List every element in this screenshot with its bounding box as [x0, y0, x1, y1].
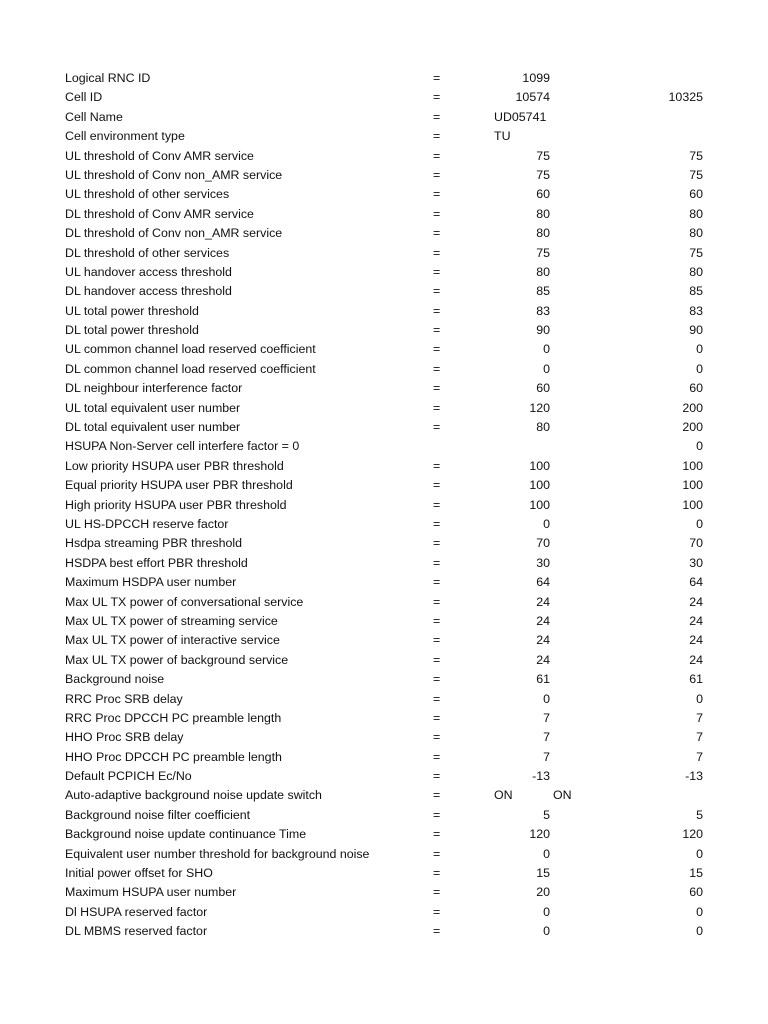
value-column-2: 75 — [689, 167, 703, 182]
equals-sign: = — [433, 807, 441, 822]
text-value-column-1b: ON — [553, 788, 572, 803]
value-column-1: 90 — [536, 323, 550, 338]
equals-sign: = — [433, 148, 441, 163]
value-column-1: -13 — [532, 769, 550, 784]
value-column-1: 7 — [543, 710, 550, 725]
value-column-1: 120 — [529, 827, 550, 842]
equals-sign: = — [433, 672, 441, 687]
parameter-row — [65, 651, 705, 670]
equals-sign: = — [433, 866, 441, 881]
value-column-2: 0 — [696, 439, 703, 454]
parameter-row — [65, 205, 705, 224]
value-column-2: 90 — [689, 323, 703, 338]
equals-sign: = — [433, 904, 441, 919]
value-column-1: 85 — [536, 284, 550, 299]
parameter-row — [65, 399, 705, 418]
value-column-2: 70 — [689, 536, 703, 551]
parameter-row — [65, 748, 705, 767]
parameter-label: Default PCPICH Ec/No — [65, 769, 192, 784]
parameter-label: Background noise update continuance Time — [65, 827, 307, 842]
parameter-row — [65, 263, 705, 282]
value-column-2: -13 — [685, 769, 703, 784]
parameter-label: HSUPA Non-Server cell interfere factor = 0 — [65, 439, 300, 454]
value-column-2: 100 — [682, 497, 703, 512]
parameter-row — [65, 709, 705, 728]
value-column-1: 10574 — [515, 90, 550, 105]
parameter-row — [65, 593, 705, 612]
parameter-row — [65, 476, 705, 495]
equals-sign: = — [433, 516, 441, 531]
equals-sign: = — [433, 613, 441, 628]
value-column-1: 7 — [543, 730, 550, 745]
equals-sign: = — [433, 323, 441, 338]
text-value-column-1: TU — [494, 129, 511, 144]
parameter-row — [65, 883, 705, 902]
parameter-label: Dl HSUPA reserved factor — [65, 904, 208, 919]
value-column-1: 30 — [536, 555, 550, 570]
value-column-2: 0 — [696, 516, 703, 531]
parameter-label: HHO Proc SRB delay — [65, 730, 184, 745]
parameter-row — [65, 69, 705, 88]
parameter-row — [65, 845, 705, 864]
parameter-label: DL common channel load reserved coefficient — [65, 361, 316, 376]
parameter-row — [65, 670, 705, 689]
parameter-row — [65, 340, 705, 359]
value-column-1: 24 — [536, 613, 550, 628]
parameter-row — [65, 825, 705, 844]
equals-sign: = — [433, 769, 441, 784]
parameter-row — [65, 903, 705, 922]
parameter-label: Max UL TX power of conversational service — [65, 594, 304, 609]
parameter-label: Hsdpa streaming PBR threshold — [65, 536, 242, 551]
parameter-row — [65, 147, 705, 166]
value-column-1: 70 — [536, 536, 550, 551]
value-column-2: 80 — [689, 206, 703, 221]
value-column-1: 0 — [543, 691, 550, 706]
equals-sign: = — [433, 710, 441, 725]
parameter-label: Initial power offset for SHO — [65, 866, 213, 881]
parameter-row — [65, 321, 705, 340]
parameter-label: UL handover access threshold — [65, 264, 232, 279]
value-column-1: 0 — [543, 904, 550, 919]
value-column-1: 61 — [536, 672, 550, 687]
equals-sign: = — [433, 109, 441, 124]
parameter-label: Maximum HSUPA user number — [65, 885, 237, 900]
value-column-1: 24 — [536, 652, 550, 667]
parameter-label: Auto-adaptive background noise update switch — [65, 788, 322, 803]
parameter-row — [65, 767, 705, 786]
parameter-label: Max UL TX power of streaming service — [65, 613, 278, 628]
value-column-1: 60 — [536, 187, 550, 202]
value-column-1: 75 — [536, 245, 550, 260]
value-column-2: 24 — [689, 613, 703, 628]
value-column-2: 120 — [682, 827, 703, 842]
value-column-2: 15 — [689, 866, 703, 881]
value-column-2: 60 — [689, 381, 703, 396]
parameter-row — [65, 728, 705, 747]
parameter-row — [65, 786, 705, 805]
value-column-2: 0 — [696, 924, 703, 939]
parameter-row — [65, 922, 705, 941]
value-column-1: 100 — [529, 497, 550, 512]
parameter-label: High priority HSUPA user PBR threshold — [65, 497, 287, 512]
parameter-row — [65, 437, 705, 456]
value-column-2: 0 — [696, 342, 703, 357]
value-column-2: 60 — [689, 885, 703, 900]
value-column-2: 5 — [696, 807, 703, 822]
parameter-label: Logical RNC ID — [65, 71, 151, 85]
value-column-1: 24 — [536, 633, 550, 648]
parameter-row — [65, 554, 705, 573]
parameter-label: DL total equivalent user number — [65, 420, 241, 435]
parameter-label: UL total equivalent user number — [65, 400, 241, 415]
equals-sign: = — [433, 730, 441, 745]
value-column-2: 100 — [682, 478, 703, 493]
value-column-2: 64 — [689, 575, 703, 590]
equals-sign: = — [433, 187, 441, 202]
value-column-2: 10325 — [668, 90, 703, 105]
parameter-row — [65, 515, 705, 534]
equals-sign: = — [433, 749, 441, 764]
value-column-2: 80 — [689, 226, 703, 241]
value-column-2: 0 — [696, 846, 703, 861]
value-column-2: 85 — [689, 284, 703, 299]
parameter-label: Cell ID — [65, 90, 103, 105]
value-column-2: 200 — [682, 420, 703, 435]
parameter-label: Background noise — [65, 672, 165, 687]
value-column-2: 0 — [696, 904, 703, 919]
value-column-2: 7 — [696, 749, 703, 764]
equals-sign: = — [433, 478, 441, 493]
equals-sign: = — [433, 652, 441, 667]
parameter-label: Low priority HSUPA user PBR threshold — [65, 458, 284, 473]
parameter-row — [65, 573, 705, 592]
equals-sign: = — [433, 885, 441, 900]
parameter-row — [65, 282, 705, 301]
value-column-1: 0 — [543, 924, 550, 939]
value-column-2: 0 — [696, 691, 703, 706]
parameter-table — [65, 69, 705, 942]
parameter-label: DL handover access threshold — [65, 284, 232, 299]
parameter-label: DL MBMS reserved factor — [65, 924, 208, 939]
equals-sign: = — [433, 245, 441, 260]
parameter-label: DL total power threshold — [65, 323, 199, 338]
parameter-row — [65, 496, 705, 515]
value-column-1: 24 — [536, 594, 550, 609]
parameter-row — [65, 185, 705, 204]
equals-sign: = — [433, 594, 441, 609]
value-column-1: 0 — [543, 361, 550, 376]
parameter-row — [65, 631, 705, 650]
equals-sign: = — [433, 167, 441, 182]
parameter-label: Max UL TX power of background service — [65, 652, 289, 667]
parameter-label: Equivalent user number threshold for background noise — [65, 846, 370, 861]
value-column-2: 7 — [696, 710, 703, 725]
value-column-2: 24 — [689, 594, 703, 609]
parameter-label: RRC Proc DPCCH PC preamble length — [65, 710, 282, 725]
value-column-2: 100 — [682, 458, 703, 473]
parameter-label: UL common channel load reserved coefficient — [65, 342, 316, 357]
value-column-2: 0 — [696, 361, 703, 376]
parameter-row — [65, 806, 705, 825]
parameter-row — [65, 457, 705, 476]
parameter-row — [65, 224, 705, 243]
parameter-label: UL total power threshold — [65, 303, 199, 318]
equals-sign: = — [433, 924, 441, 939]
value-column-1: 100 — [529, 458, 550, 473]
value-column-1: 75 — [536, 148, 550, 163]
equals-sign: = — [433, 284, 441, 299]
parameter-label: UL threshold of Conv AMR service — [65, 148, 254, 163]
equals-sign: = — [433, 303, 441, 318]
parameter-label: DL threshold of Conv non_AMR service — [65, 226, 283, 241]
parameter-row — [65, 690, 705, 709]
value-column-2: 75 — [689, 148, 703, 163]
equals-sign: = — [433, 226, 441, 241]
equals-sign: = — [433, 458, 441, 473]
parameter-label: Maximum HSDPA user number — [65, 575, 237, 590]
parameter-row — [65, 302, 705, 321]
parameter-row — [65, 127, 705, 146]
equals-sign: = — [433, 400, 441, 415]
parameter-label: HSDPA best effort PBR threshold — [65, 555, 248, 570]
value-column-1: 0 — [543, 516, 550, 531]
equals-sign: = — [433, 536, 441, 551]
value-column-1: 7 — [543, 749, 550, 764]
parameter-row — [65, 360, 705, 379]
parameter-row — [65, 244, 705, 263]
equals-sign: = — [433, 555, 441, 570]
text-value-column-1: ON — [494, 788, 513, 803]
value-column-1: 120 — [529, 400, 550, 415]
value-column-1: 83 — [536, 303, 550, 318]
equals-sign: = — [433, 633, 441, 648]
equals-sign: = — [433, 342, 441, 357]
equals-sign: = — [433, 129, 441, 144]
value-column-2: 83 — [689, 303, 703, 318]
value-column-2: 24 — [689, 633, 703, 648]
value-column-2: 75 — [689, 245, 703, 260]
equals-sign: = — [433, 497, 441, 512]
parameter-label: RRC Proc SRB delay — [65, 691, 183, 706]
equals-sign: = — [433, 71, 441, 85]
equals-sign: = — [433, 264, 441, 279]
parameter-row — [65, 864, 705, 883]
value-column-1: 5 — [543, 807, 550, 822]
value-column-1: 100 — [529, 478, 550, 493]
value-column-1: 80 — [536, 420, 550, 435]
parameter-label: DL neighbour interference factor — [65, 381, 243, 396]
value-column-2: 24 — [689, 652, 703, 667]
value-column-1: 60 — [536, 381, 550, 396]
value-column-2: 30 — [689, 555, 703, 570]
equals-sign: = — [433, 691, 441, 706]
equals-sign: = — [433, 788, 441, 803]
value-column-2: 7 — [696, 730, 703, 745]
parameter-label: DL threshold of Conv AMR service — [65, 206, 254, 221]
parameter-row — [65, 534, 705, 553]
value-column-2: 60 — [689, 187, 703, 202]
value-column-1: 20 — [536, 885, 550, 900]
value-column-2: 200 — [682, 400, 703, 415]
equals-sign: = — [433, 420, 441, 435]
equals-sign: = — [433, 827, 441, 842]
parameter-label: UL HS-DPCCH reserve factor — [65, 516, 229, 531]
parameter-label: Cell Name — [65, 109, 123, 124]
equals-sign: = — [433, 575, 441, 590]
value-column-2: 80 — [689, 264, 703, 279]
parameter-row — [65, 379, 705, 398]
equals-sign: = — [433, 381, 441, 396]
parameter-row — [65, 108, 705, 127]
parameter-label: Cell environment type — [65, 129, 185, 144]
equals-sign: = — [433, 206, 441, 221]
parameter-label: UL threshold of Conv non_AMR service — [65, 167, 283, 182]
value-column-1: 15 — [536, 866, 550, 881]
value-column-1: 75 — [536, 167, 550, 182]
parameter-label: HHO Proc DPCCH PC preamble length — [65, 749, 282, 764]
value-column-1: 1099 — [522, 71, 550, 85]
text-value-column-1: UD05741 — [494, 109, 547, 124]
value-column-1: 80 — [536, 264, 550, 279]
parameter-row — [65, 612, 705, 631]
parameter-label: Background noise filter coefficient — [65, 807, 251, 822]
equals-sign: = — [433, 846, 441, 861]
equals-sign: = — [433, 90, 441, 105]
value-column-1: 80 — [536, 226, 550, 241]
equals-sign: = — [433, 361, 441, 376]
parameter-label: Equal priority HSUPA user PBR threshold — [65, 478, 293, 493]
parameter-label: DL threshold of other services — [65, 245, 230, 260]
value-column-2: 61 — [689, 672, 703, 687]
value-column-1: 80 — [536, 206, 550, 221]
value-column-1: 0 — [543, 846, 550, 861]
parameter-row — [65, 88, 705, 107]
value-column-1: 0 — [543, 342, 550, 357]
parameter-row — [65, 166, 705, 185]
parameter-label: Max UL TX power of interactive service — [65, 633, 280, 648]
parameter-row — [65, 418, 705, 437]
parameter-label: UL threshold of other services — [65, 187, 230, 202]
value-column-1: 64 — [536, 575, 550, 590]
